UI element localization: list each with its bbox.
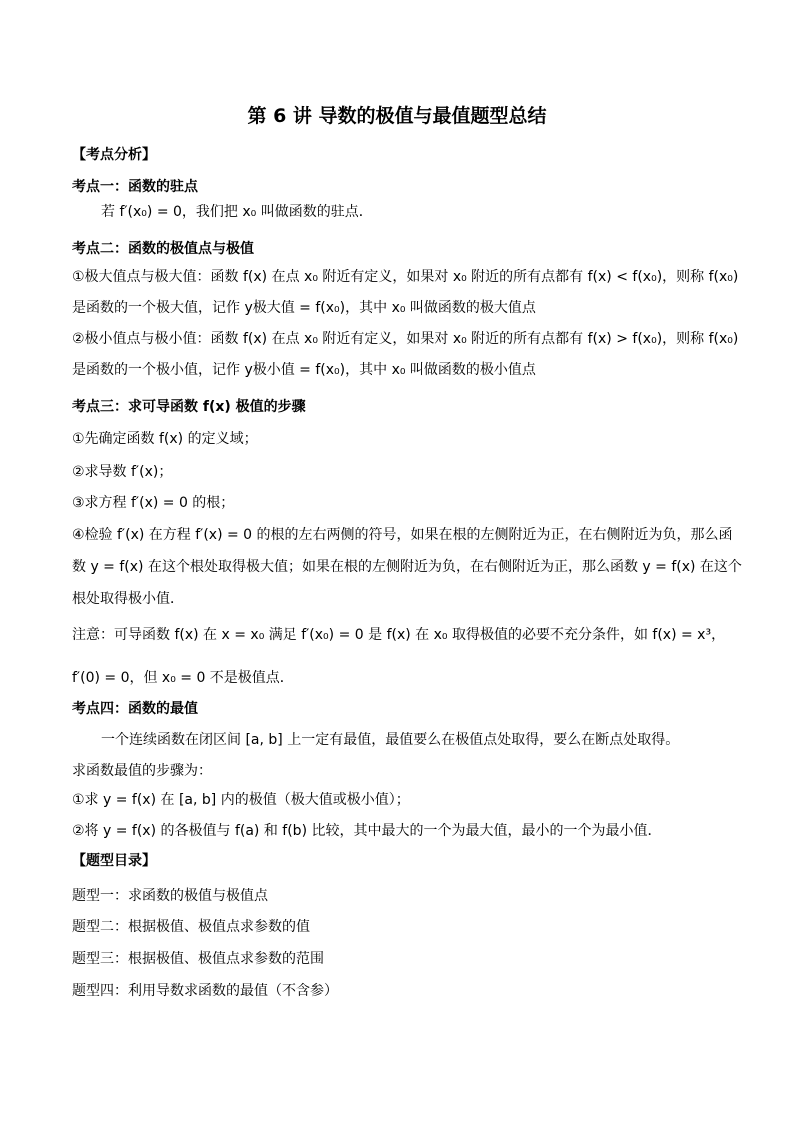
kp3-step4-line1: ④检验 f′(x) 在方程 f′(x) = 0 的根的左右两侧的符号，如果在根的左侧附近为正，在右侧附近为负，那么函 — [72, 527, 733, 543]
section-heading-catalog: 【题型目录】 — [72, 853, 156, 869]
kp1-text: 若 f′(x₀) = 0，我们把 x₀ 叫做函数的驻点． — [101, 204, 373, 220]
kp3-step4-line3: 根处取得极小值． — [72, 591, 184, 607]
kp4-text: 一个连续函数在闭区间 [a, b] 上一定有最值，最值要么在极值点处取得，要么在断点处取得。 — [101, 732, 680, 748]
kp4-steps-intro: 求函数最值的步骤为： — [72, 763, 212, 779]
kp3-note-line2: f′(0) = 0，但 x₀ = 0 不是极值点． — [72, 670, 294, 686]
kp2-max-line2: 是函数的一个极大值，记作 y极大值 = f(x₀)，其中 x₀ 叫做函数的极大值点 — [72, 300, 536, 316]
kp4-step2: ②将 y = f(x) 的各极值与 f(a) 和 f(b) 比较，其中最大的一个为最大值，最小的一个为最小值． — [72, 823, 662, 839]
catalog-item: 题型二：根据极值、极值点求参数的值 — [72, 919, 310, 935]
kp2-min-line2: 是函数的一个极小值，记作 y极小值 = f(x₀)，其中 x₀ 叫做函数的极小值点 — [72, 362, 536, 378]
catalog-item: 题型一：求函数的极值与极值点 — [72, 888, 268, 904]
section-heading-analysis: 【考点分析】 — [72, 147, 156, 163]
kp1-heading: 考点一：函数的驻点 — [72, 179, 198, 195]
catalog-item: 题型三：根据极值、极值点求参数的范围 — [72, 951, 324, 967]
kp3-step4-line2: 数 y = f(x) 在这个根处取得极大值；如果在根的左侧附近为负，在右侧附近为正，那么函数 y = f(x) 在这个 — [72, 559, 742, 575]
kp3-heading: 考点三：求可导函数 f(x) 极值的步骤 — [72, 399, 306, 415]
kp3-step2: ②求导数 f′(x)； — [72, 464, 173, 480]
kp4-step1: ①求 y = f(x) 在 [a, b] 内的极值（极大值或极小值）； — [72, 792, 410, 808]
kp4-heading: 考点四：函数的最值 — [72, 701, 198, 717]
kp3-step1: ①先确定函数 f(x) 的定义域； — [72, 431, 258, 447]
kp3-note-line1: 注意：可导函数 f(x) 在 x = x₀ 满足 f′(x₀) = 0 是 f(x) 在 x₀ 取得极值的必要不充分条件，如 f(x) = x³， — [72, 627, 726, 643]
kp2-heading: 考点二：函数的极值点与极值 — [72, 241, 254, 257]
kp2-min-line1: ②极小值点与极小值：函数 f(x) 在点 x₀ 附近有定义，如果对 x₀ 附近的所有点都有 f(x) > f(x₀)，则称 f(x₀) — [72, 331, 739, 347]
kp2-max-line1: ①极大值点与极大值：函数 f(x) 在点 x₀ 附近有定义，如果对 x₀ 附近的所有点都有 f(x) < f(x₀)，则称 f(x₀) — [72, 269, 739, 285]
kp3-step3: ③求方程 f′(x) = 0 的根； — [72, 495, 235, 511]
page-title: 第 6 讲 导数的极值与最值题型总结 — [247, 105, 547, 127]
catalog-item: 题型四：利用导数求函数的最值（不含参） — [72, 983, 338, 999]
